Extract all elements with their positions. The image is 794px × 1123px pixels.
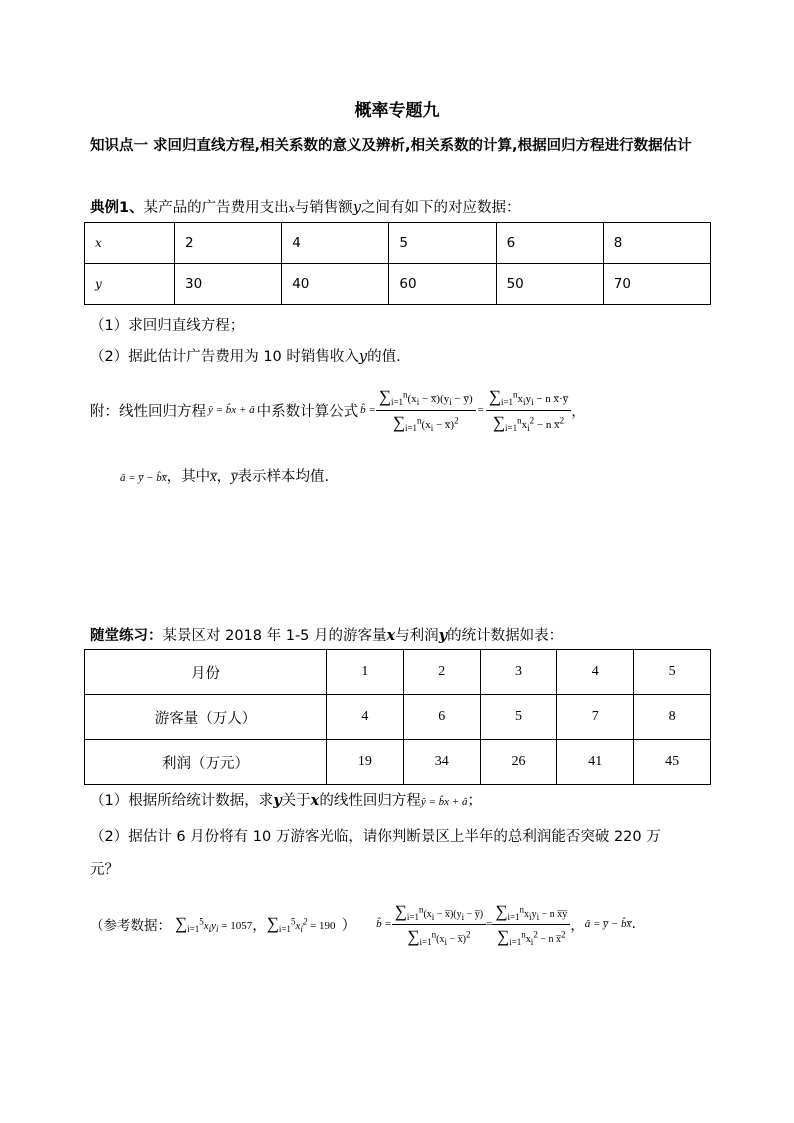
var-x: x <box>288 202 295 215</box>
example1-intro: 典例1、某产品的广告费用支出x与销售额y之间有如下的对应数据： <box>90 200 521 216</box>
example1-label: 典例1、 <box>90 200 144 216</box>
b-hat-fraction-2: $\frac{\sum_{i=1}^nx_iy_i - n x̅\cdot y̅}{\sum_{i=1}^nx_i^2 - n x̅^2}$ <box>486 387 571 432</box>
table-row: x 2 4 5 6 8 <box>85 223 711 264</box>
var-y: y <box>352 200 362 216</box>
practice-question-2-line-1: （2）据估计 6 月份将有 10 万游客光临，请你判断景区上半年的总利润能否突破 220 万 <box>90 829 661 845</box>
example1-question-2: （2）据此估计广告费用为 10 时销售收入y的值. <box>90 349 401 365</box>
table-row: 月份 1 2 3 4 5 <box>85 650 711 695</box>
page-title: 概率专题九 <box>354 101 440 121</box>
ref-b-hat-fraction-2: $\frac{\sum_{i=1}^nx_iy_i - n x̅y̅}{\sum_{i=1}^nx_i^2 - n x̅^2}$ <box>492 902 570 947</box>
ref-sum-xy: $\sum_{i=1}^5x_iy_i = 1057$ <box>175 913 253 935</box>
appendix-formula: 附：线性回归方程 ŷ = b̂x + â 中系数计算公式 b̂ = $\frac{\sum_{i=1}^n(x_i - x̅)(y_i - y̅)}{\sum_{i=1}^n(x_i - x̅)^2}$ = $\frac{\sum_{i=1}^nx_iy_i - n x̅\cdot y̅}{\sum_{i=1}^nx_i^2 - n x̅^2}$ ， <box>90 387 586 433</box>
table-row: y 30 40 60 50 70 <box>85 264 711 305</box>
a-hat-note: â = y̅ − b̂x̅，其中x̅，y̅表示样本均值. <box>120 469 330 485</box>
practice-intro: 随堂练习：某景区对 2018 年 1-5 月的游客量x与利润y的统计数据如表： <box>90 627 564 644</box>
practice-data-table <box>84 649 711 785</box>
table-row: 游客量（万人） 4 6 5 7 8 <box>85 695 711 740</box>
example1-question-1: （1）求回归直线方程； <box>90 318 245 334</box>
example1-data-table <box>84 222 711 305</box>
b-hat-fraction-1: $\frac{\sum_{i=1}^n(x_i - x̅)(y_i - y̅)}{\sum_{i=1}^n(x_i - x̅)^2}$ <box>376 387 476 432</box>
practice-question-1: （1）根据所给统计数据，求y关于x的线性回归方程ŷ = b̂x + â； <box>90 792 482 809</box>
reference-data: （参考数据： $\sum_{i=1}^5x_iy_i = 1057$ ， $\sum_{i=1}^5x_i^2 = 190$ ） b̂ = $\frac{\sum_{i=1}^n(x_i - x̅)(y_i - y̅)}{\sum_{i=1}^n(x_i - x̅)^2}$ = $\frac{\sum_{i=1}^nx_iy_i - n x̅y̅}{\sum_{i=1}^nx_i^2 - n x̅^2}$ ， â = y̅ − b̂x̅ . <box>90 901 636 947</box>
regression-equation: ŷ = b̂x + â <box>208 404 255 416</box>
ref-sum-x2: $\sum_{i=1}^5x_i^2 = 190$ <box>266 913 336 935</box>
practice-label: 随堂练习： <box>90 628 163 644</box>
practice-question-2-line-2: 元？ <box>90 862 119 878</box>
ref-b-hat-fraction-1: $\frac{\sum_{i=1}^n(x_i - x̅)(y_i - y̅)}{\sum_{i=1}^n(x_i - x̅)^2}$ <box>392 902 486 947</box>
knowledge-point-heading: 知识点一 求回归直线方程,相关系数的意义及辨析,相关系数的计算,根据回归方程进行数据估计 <box>90 138 692 154</box>
table-row: 利润（万元） 19 34 26 41 45 <box>85 740 711 785</box>
